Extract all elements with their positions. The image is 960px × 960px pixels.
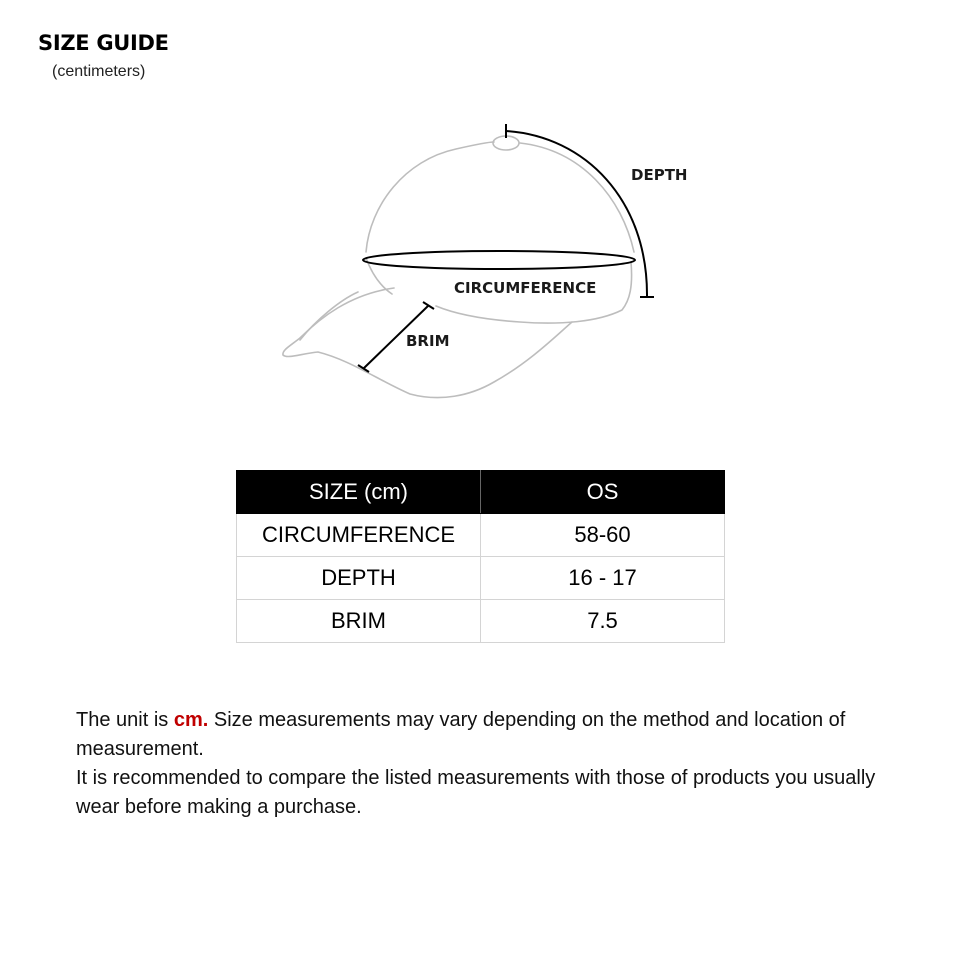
column-header-os: OS bbox=[481, 471, 725, 514]
brim-label: BRIM bbox=[406, 332, 450, 350]
circumference-ring bbox=[363, 251, 635, 269]
row-value: 16 - 17 bbox=[481, 557, 725, 600]
note-unit: cm. bbox=[173, 709, 209, 731]
row-label: DEPTH bbox=[237, 557, 481, 600]
cap-button bbox=[493, 136, 519, 150]
depth-label: DEPTH bbox=[631, 166, 688, 184]
row-value: 58-60 bbox=[481, 514, 725, 557]
cap-diagram bbox=[0, 0, 960, 460]
row-label: BRIM bbox=[237, 600, 481, 643]
cap-brim-edge bbox=[300, 292, 358, 340]
circumference-label: CIRCUMFERENCE bbox=[454, 279, 597, 297]
table-header-row bbox=[237, 471, 725, 514]
unit-subtitle: (centimeters) bbox=[52, 63, 146, 80]
note-line2: It is recommended to compare the listed measurements with those of products you usually wear before making a purchase. bbox=[76, 767, 876, 818]
table-row bbox=[237, 557, 725, 600]
column-header-size: SIZE (cm) bbox=[237, 471, 481, 514]
page-title: SIZE GUIDE bbox=[38, 31, 169, 55]
row-label: CIRCUMFERENCE bbox=[237, 514, 481, 557]
cap-crown bbox=[366, 142, 634, 252]
row-value: 7.5 bbox=[481, 600, 725, 643]
measurement-note bbox=[76, 706, 896, 822]
note-prefix: The unit is bbox=[76, 709, 174, 731]
note-line1: Size measurements may vary depending on the method and location of measurement. bbox=[76, 709, 846, 760]
size-table bbox=[236, 470, 725, 643]
table-row bbox=[237, 514, 725, 557]
table-row bbox=[237, 600, 725, 643]
